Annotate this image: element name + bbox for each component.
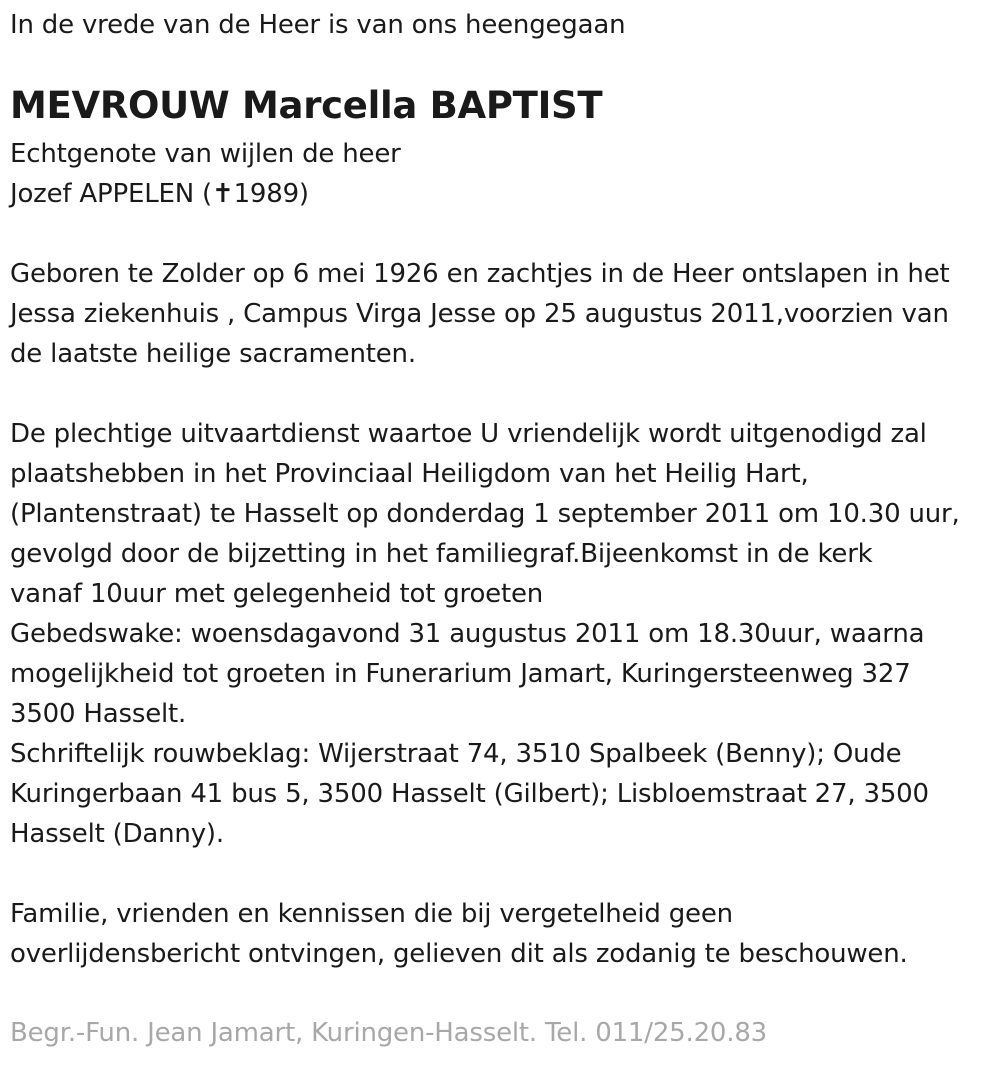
funeral-service-paragraph [10,414,960,854]
paragraph-line: Jessa ziekenhuis , Campus Virga Jesse op 25 augustus 2011,voorzien van [10,299,949,329]
paragraph-line: mogelijkheid tot groeten in Funerarium Jamart, Kuringersteenweg 327 [10,659,911,689]
paragraph-line: Kuringerbaan 41 bus 5, 3500 Hasselt (Gilbert); Lisbloemstraat 27, 3500 [10,779,929,809]
spouse-block [10,134,401,214]
paragraph-line: Schriftelijk rouwbeklag: Wijerstraat 74, 3510 Spalbeek (Benny); Oude [10,739,902,769]
paragraph-line: overlijdensbericht ontvingen, gelieven dit als zodanig te beschouwen. [10,939,908,969]
birth-death-paragraph [10,254,950,374]
paragraph-line: Hasselt (Danny). [10,819,224,849]
spouse-line: Echtgenote van wijlen de heer [10,139,401,169]
paragraph-line: 3500 Hasselt. [10,699,187,729]
funeral-home-footer: Begr.-Fun. Jean Jamart, Kuringen-Hasselt. Tel. 011/25.20.83 [10,1018,768,1048]
deceased-name: MEVROUW Marcella BAPTIST [10,84,603,127]
paragraph-line: plaatshebben in het Provinciaal Heiligdom van het Heilig Hart, [10,459,809,489]
paragraph-line: Gebedswake: woensdagavond 31 augustus 2011 om 18.30uur, waarna [10,619,925,649]
paragraph-line: (Plantenstraat) te Hasselt op donderdag 1 september 2011 om 10.30 uur, [10,499,960,529]
paragraph-line: vanaf 10uur met gelegenheid tot groeten [10,579,544,609]
family-notice-paragraph [10,894,908,974]
paragraph-line: De plechtige uitvaartdienst waartoe U vriendelijk wordt uitgenodigd zal [10,419,927,449]
intro-text: In de vrede van de Heer is van ons heengegaan [10,10,626,40]
paragraph-line: de laatste heilige sacramenten. [10,339,416,369]
spouse-line: Jozef APPELEN (✝1989) [10,179,309,209]
paragraph-line: Familie, vrienden en kennissen die bij vergetelheid geen [10,899,733,929]
paragraph-line: gevolgd door de bijzetting in het familiegraf.Bijeenkomst in de kerk [10,539,873,569]
paragraph-line: Geboren te Zolder op 6 mei 1926 en zachtjes in de Heer ontslapen in het [10,259,950,289]
